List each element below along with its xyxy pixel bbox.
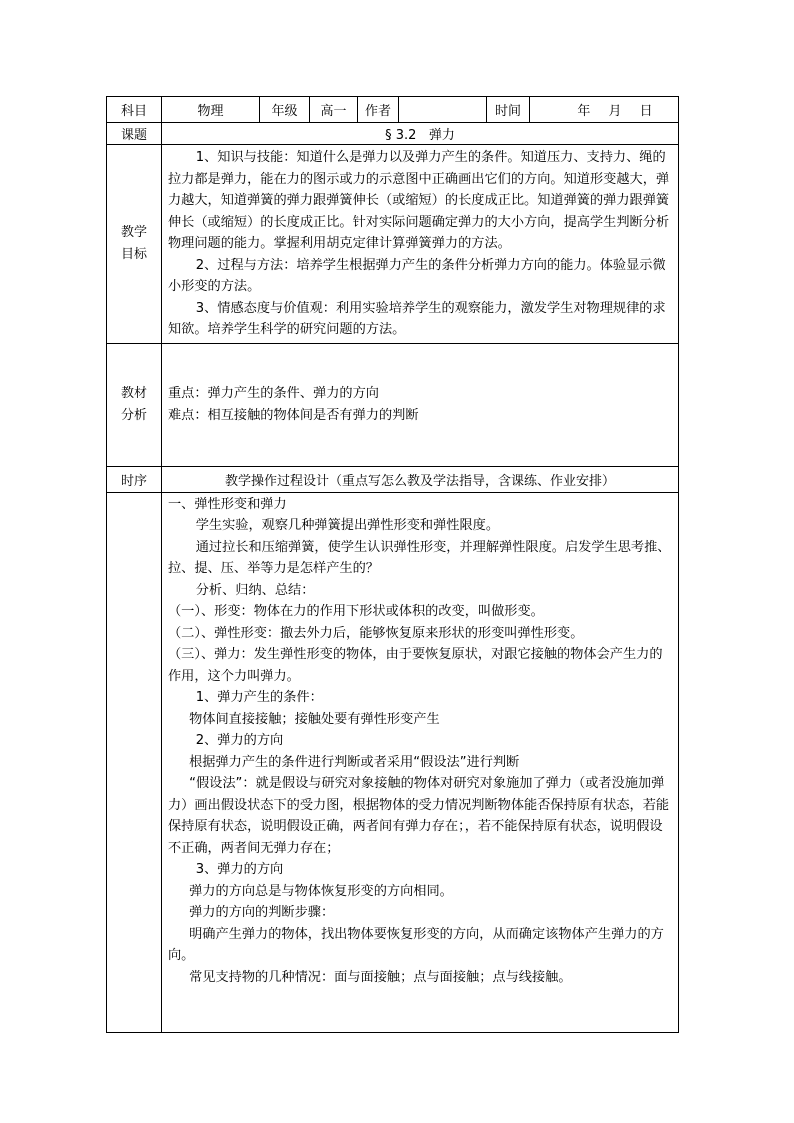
process-line: 弹力的方向的判断步骤： <box>189 905 335 920</box>
analysis-content <box>162 343 679 466</box>
date-cell <box>530 97 679 123</box>
date-year: 年 <box>577 104 591 119</box>
time-label: 时间 <box>487 97 530 123</box>
process-line: （三）、弹力：发生弹性形变的物体，由于要恢复原状，对跟它接触的物体会产生力的作用，这个力叫弹力。 <box>168 647 663 684</box>
process-content <box>162 492 679 1032</box>
topic-label: 课题 <box>107 123 162 145</box>
process-line: 物体间直接接触；接触处要有弹性形变产生 <box>189 711 440 727</box>
objectives-label-line1: 教学 <box>120 224 147 240</box>
process-header-row <box>107 466 679 492</box>
lesson-plan-table <box>106 96 679 1033</box>
process-line: 1、弹力产生的条件： <box>195 690 323 705</box>
objectives-label-line2: 目标 <box>120 246 147 262</box>
time-sequence-label: 时序 <box>107 466 162 492</box>
objective-attitude: 3、情感态度与价值观：利用实验培养学生的观察能力，激发学生对物理规律的求知欲。培养学生科学的研究问题的方法。 <box>168 300 666 337</box>
process-line: 2、弹力的方向 <box>195 733 284 748</box>
analysis-label-line1: 教材 <box>120 385 147 401</box>
process-lines <box>168 494 674 989</box>
process-line: 根据弹力产生的条件进行判断或者采用“假设法”进行判断 <box>189 754 520 770</box>
process-line: 分析、归纳、总结： <box>195 582 315 598</box>
date-day: 日 <box>639 104 653 119</box>
topic-row <box>107 123 679 145</box>
process-row <box>107 492 679 1032</box>
analysis-label-line2: 分析 <box>120 407 147 423</box>
process-line: 一、弹性形变和弹力 <box>168 496 287 512</box>
objectives-row <box>107 145 679 344</box>
process-line: （二）、弹性形变：撤去外力后，能够恢复原来形状的形变叫弹性形变。 <box>168 625 584 641</box>
analysis-key-point: 重点：弹力产生的条件、弹力的方向 <box>168 386 379 401</box>
topic-value: § 3.2 弹力 <box>162 123 679 145</box>
subject-label: 科目 <box>107 97 162 123</box>
process-time-cell <box>107 492 162 1032</box>
process-line: 常见支持物的几种情况：面与面接触；点与面接触；点与线接触。 <box>189 969 572 985</box>
process-line: （一）、形变：物体在力的作用下形状或体积的改变，叫做形变。 <box>168 604 544 619</box>
objectives-content <box>162 145 679 344</box>
grade-value: 高一 <box>310 97 358 123</box>
subject-value: 物理 <box>162 97 260 123</box>
process-line: 学生实验，观察几种弹簧提出弹性形变和弹性限度。 <box>195 518 500 533</box>
objective-process: 2、过程与方法：培养学生根据弹力产生的条件分析弹力方向的能力。体验显示微小形变的方法。 <box>168 257 666 294</box>
analysis-difficulty: 难点：相互接触的物体间是否有弹力的判断 <box>168 407 419 423</box>
objectives-label <box>107 145 162 344</box>
process-line: 3、弹力的方向 <box>195 862 284 877</box>
header-row <box>107 97 679 123</box>
analysis-row <box>107 343 679 466</box>
process-line: 弹力的方向总是与物体恢复形变的方向相同。 <box>189 883 453 899</box>
process-design-label: 教学操作过程设计（重点写怎么教及学法指导，含课练、作业安排） <box>162 466 679 492</box>
objective-knowledge: 1、知识与技能：知道什么是弹力以及弹力产生的条件。知道压力、支持力、绳的拉力都是弹力，能在力的图示或力的示意图中正确画出它们的方向。知道形变越大，弹力越大，知道弹簧的弹力跟弹簧伸长（或缩短）的长度成正比。知道弹簧的弹力跟弹簧伸长（或缩短）的长度成正比。针对实际问题确定弹力的大小方向，提高学生判断分析物理问题的能力。掌握利用胡克定律计算弹簧弹力的方法。 <box>168 150 670 251</box>
process-line: 通过拉长和压缩弹簧，使学生认识弹性形变，并理解弹性限度。启发学生思考推、拉、提、压、举等力是怎样产生的？ <box>168 539 671 576</box>
author-label: 作者 <box>358 97 399 123</box>
process-line: 明确产生弹力的物体，找出物体要恢复形变的方向，从而确定该物体产生弹力的方向。 <box>168 926 664 963</box>
grade-label: 年级 <box>260 97 310 123</box>
author-value <box>399 97 487 123</box>
date-month: 月 <box>608 104 622 119</box>
analysis-label <box>107 343 162 466</box>
process-line: “假设法”：就是假设与研究对象接触的物体对研究对象施加了弹力（或者没施加弹力）画出假设状态下的受力图，根据物体的受力情况判断物体能否保持原有状态，若能保持原有状态，说明假设正确，两者间有弹力存在；，若不能保持原有状态，说明假设不正确，两者间无弹力存在； <box>168 776 670 856</box>
